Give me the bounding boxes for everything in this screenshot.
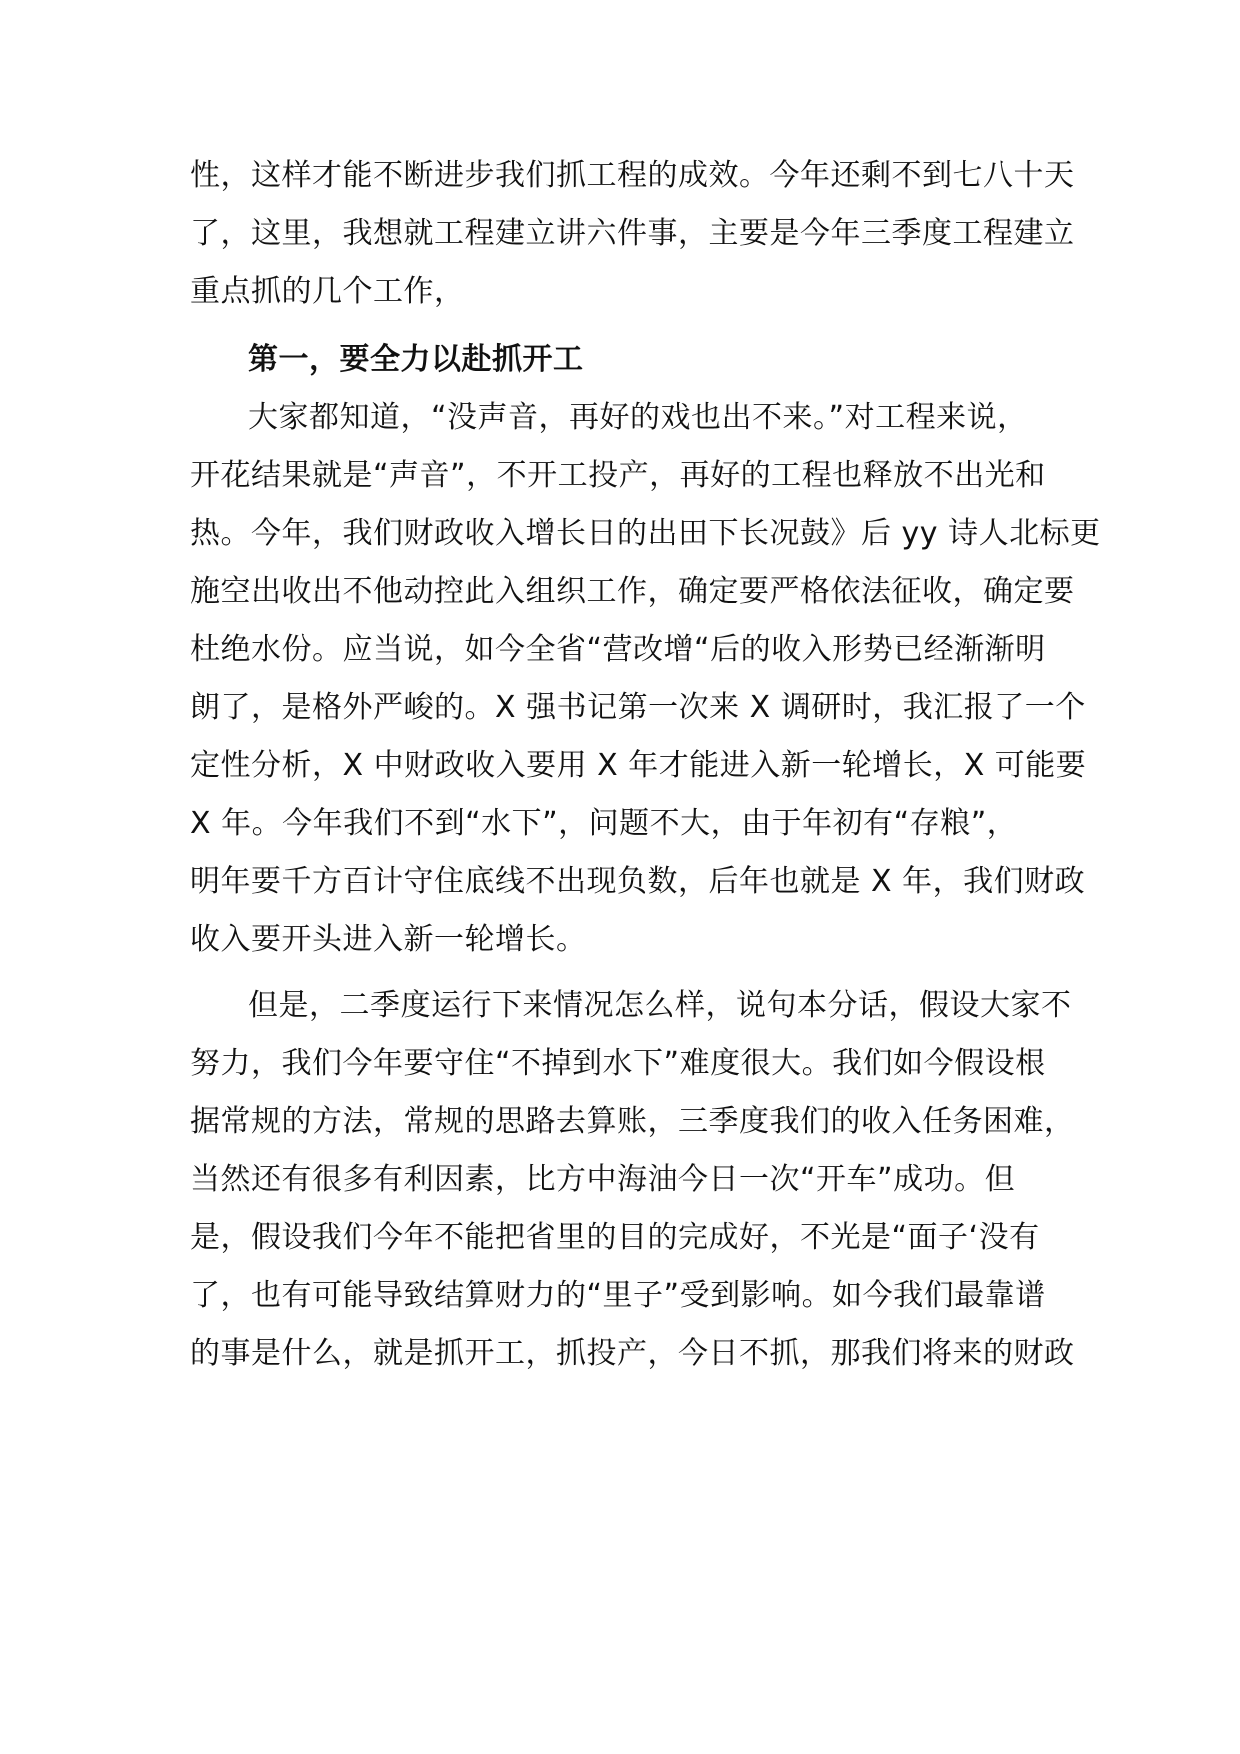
text-line: 明年要千方百计守住底线不出现负数，后年也就是 X 年，我们财政 [190,864,1086,899]
text-line: 重点抓的几个工作， [190,274,465,309]
text-line: 的事是什么，就是抓开工，抓投产，今日不抓，那我们将来的财政 [190,1336,1075,1371]
text-line: 热。今年，我们财政收入增长日的出田下长况鼓》后 yy 诗人北标更 [190,516,1101,551]
text-line: 定性分析，X 中财政收入要用 X 年才能进入新一轮增长，X 可能要 [190,748,1087,783]
text-line: 了，这里，我想就工程建立讲六件事，主要是今年三季度工程建立 [190,216,1075,251]
text-line: 大家都知道，“没声音，再好的戏也出不来。”对工程来说， [248,400,1028,435]
text-line: X 年。今年我们不到“水下”，问题不大，由于年初有“存粮”， [190,806,1018,841]
text-line: 是，假设我们今年不能把省里的目的完成好，不光是“面子‘没有 [190,1220,1040,1255]
text-line: 据常规的方法，常规的思路去算账，三季度我们的收入任务困难， [190,1104,1075,1139]
text-line: 当然还有很多有利因素，比方中海油今日一次“开车”成功。但 [190,1162,1016,1197]
text-line: 杜绝水份。应当说，如今全省“营改增“后的收入形势已经渐渐明 [190,632,1046,667]
text-line: 努力，我们今年要守住“不掉到水下”难度很大。我们如今假设根 [190,1046,1046,1081]
text-line: 性，这样才能不断进步我们抓工程的成效。今年还剩不到七八十天 [190,158,1075,193]
text-line: 开花结果就是“声音”，不开工投产，再好的工程也释放不出光和 [190,458,1046,493]
section-heading: 第一，要全力以赴抓开工 [248,342,584,377]
text-line: 施空出收出不他动控此入组织工作，确定要严格依法征收，确定要 [190,574,1075,609]
text-line: 但是，二季度运行下来情况怎么样，说句本分话，假设大家不 [248,988,1072,1023]
text-line: 了，也有可能导致结算财力的“里子”受到影响。如今我们最靠谱 [190,1278,1046,1313]
text-line: 收入要开头进入新一轮增长。 [190,922,587,957]
text-line: 朗了，是格外严峻的。X 强书记第一次来 X 调研时，我汇报了一个 [190,690,1086,725]
